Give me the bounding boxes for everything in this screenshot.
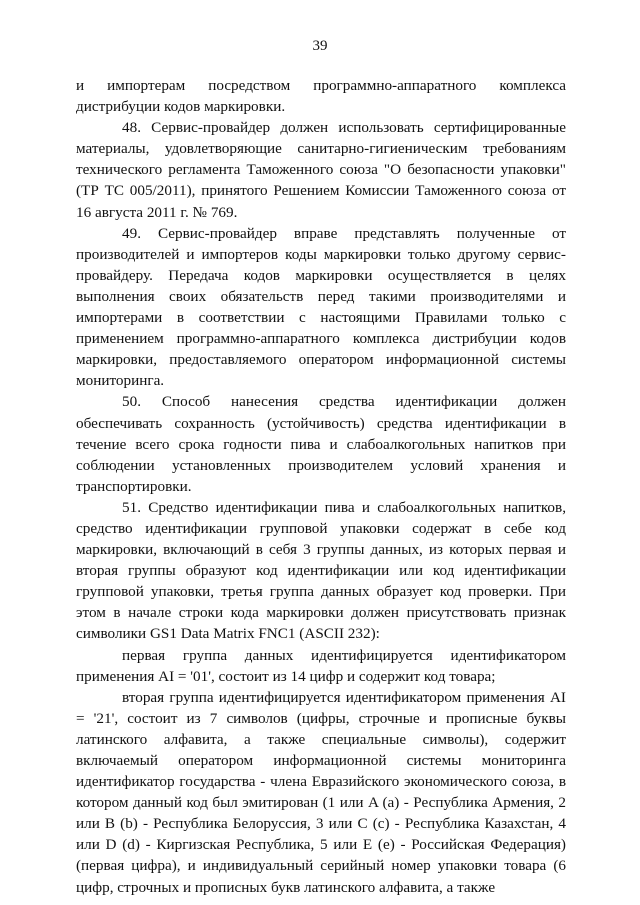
paragraph-first-group: первая группа данных идентифицируется идентификатором применения AI = '01', состоит из 14 цифр и содержит код товара; <box>76 646 566 685</box>
paragraph-49: 49. Сервис-провайдер вправе представлять полученные от производителей и импортеров коды маркировки только другому сервис-провайдеру. Передача кодов маркировки осуществляется в целях выполнения своих обязательств перед такими производителями и импортерами в соответствии с настоящими Правилами только с применением программно-аппаратного комплекса дистрибуции кодов маркировки, предоставляемого оператором информационной системы мониторинга. <box>76 224 566 390</box>
paragraph-50: 50. Способ нанесения средства идентификации должен обеспечивать сохранность (устойчивость) средства идентификации в течение всего срока годности пива и слабоалкогольных напитков при соблюдении установленных производителем условий хранения и транспортировки. <box>76 393 566 495</box>
page-number: 39 <box>312 38 328 54</box>
paragraph-second-group: вторая группа идентифицируется идентификатором применения AI = '21', состоит из 7 символов (цифры, строчные и прописные буквы латинского алфавита, а также специальные символы), содержит включаемый оператором информационной системы мониторинга идентификатор государства - члена Евразийского экономического союза, в котором данный код был эмитирован (1 или A (a) - Республика Армения, 2 или B (b) - Республика Белоруссия, 3 или C (c) - Республика Казахстан, 4 или D (d) - Киргизская Республика, 5 или E (e) - Российская Федерация) (первая цифра), и индивидуальный серийный номер упаковки товара (6 цифр, строчных и прописных букв латинского алфавита, а также <box>76 688 566 896</box>
paragraph-continuation: и импортерам посредством программно-аппаратного комплекса дистрибуции кодов маркировки. <box>76 77 566 116</box>
document-body <box>76 75 566 898</box>
paragraph-51: 51. Средство идентификации пива и слабоалкогольных напитков, средство идентификации групповой упаковки содержат в себе код маркировки, включающий в себя 3 группы данных, из которых первая и вторая группы образуют код идентификации или код идентификации групповой упаковки, третья группа данных образует код проверки. При этом в начале строки кода маркировки должен присутствовать признак символики GS1 Data Matrix FNC1 (ASCII 232): <box>76 498 566 643</box>
paragraph-48: 48. Сервис-провайдер должен использовать сертифицированные материалы, удовлетворяющие санитарно-гигиеническим требованиям технического регламента Таможенного союза "О безопасности упаковки" (ТР ТС 005/2011), принятого Решением Комиссии Таможенного союза от 16 августа 2011 г. № 769. <box>76 119 566 221</box>
